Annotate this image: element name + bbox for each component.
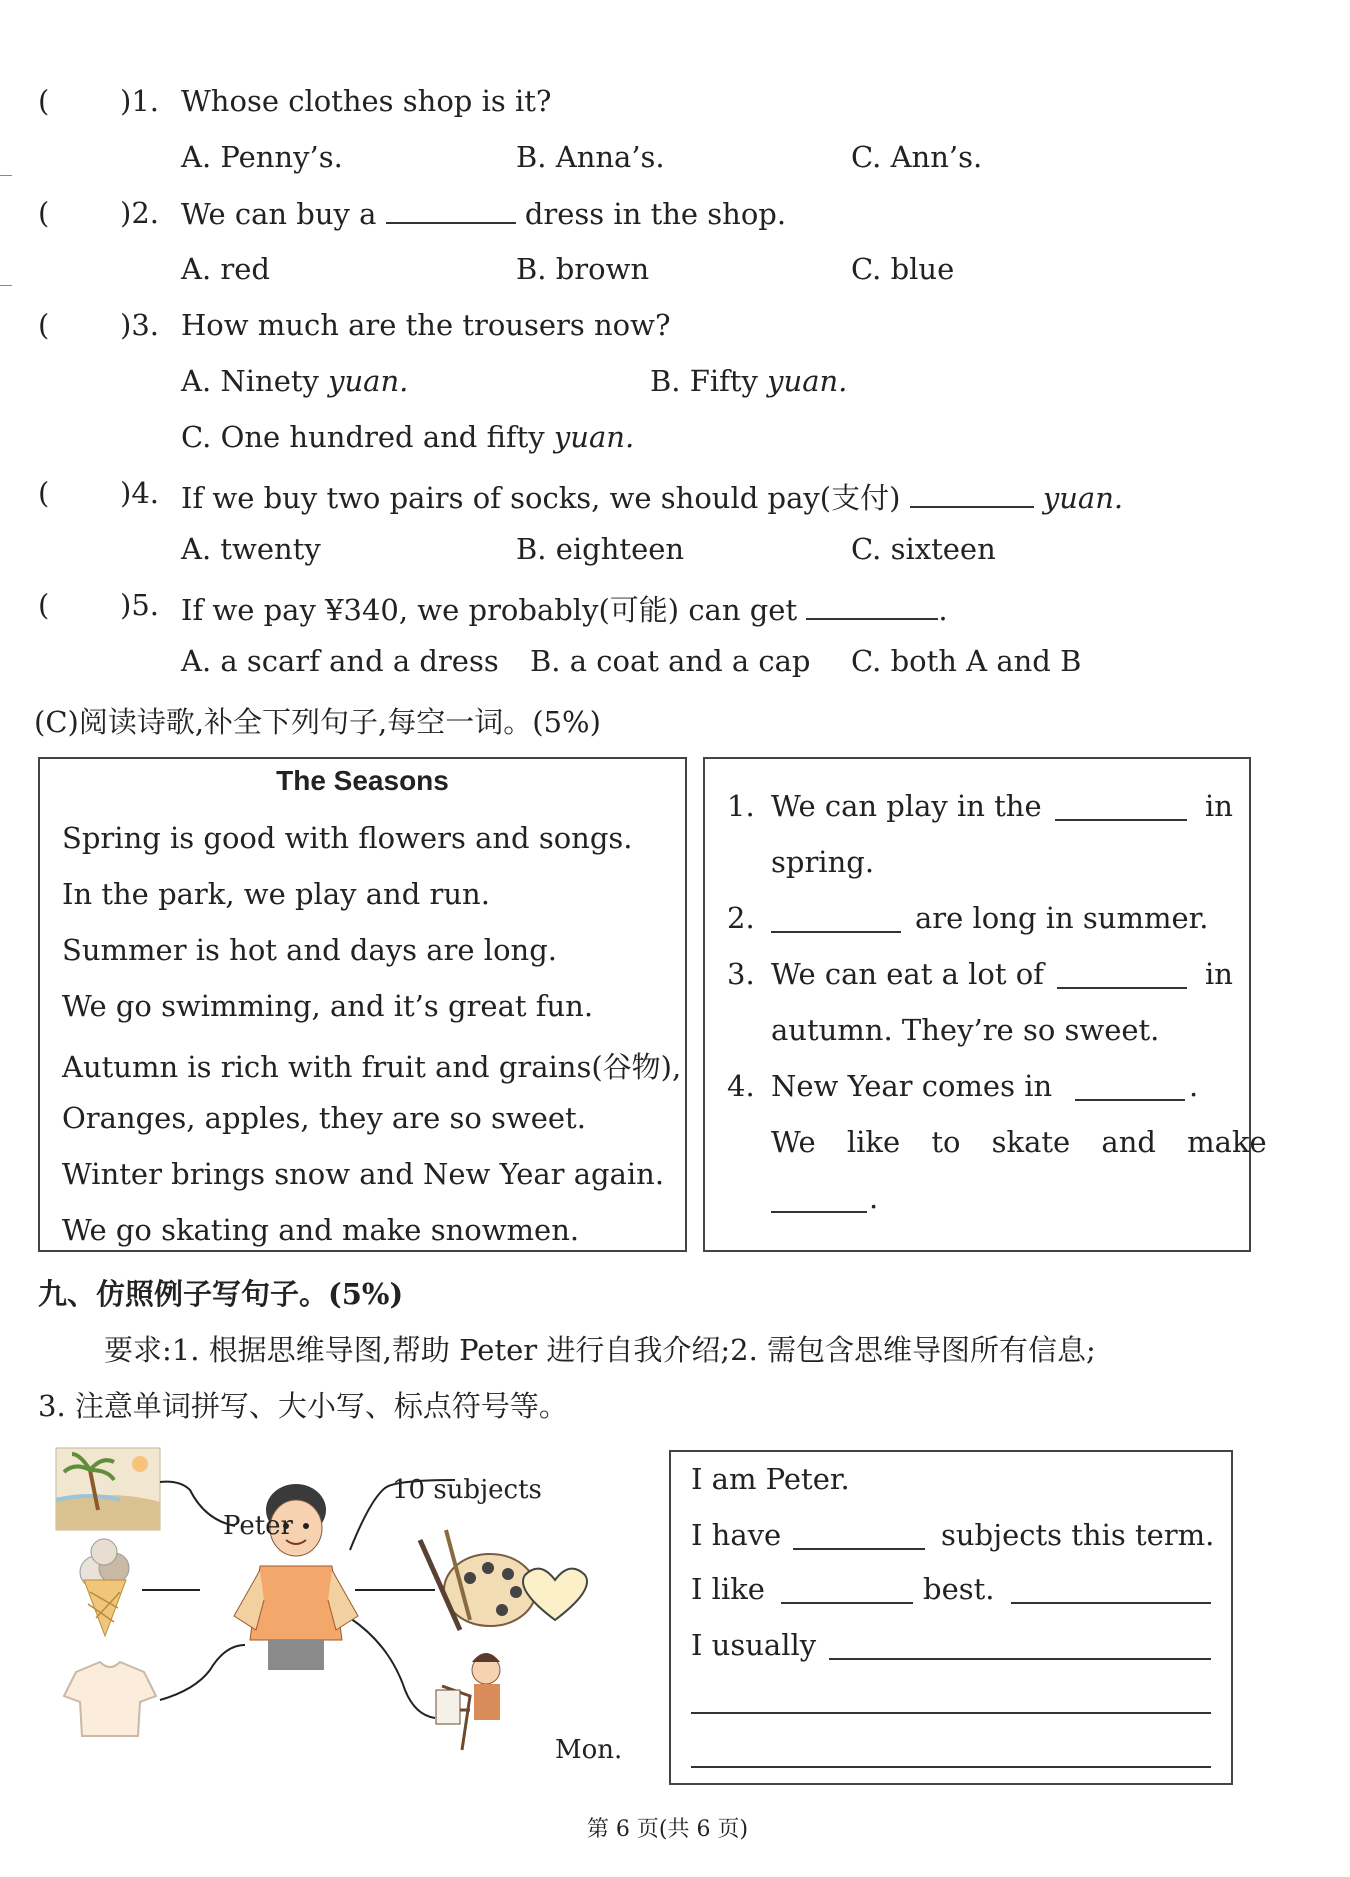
unit-label: yuan. bbox=[1042, 481, 1124, 515]
question-text-part: If we buy two pairs of socks, we should pay(支付) bbox=[181, 481, 901, 515]
page-footer: 第 6 页(共 6 页) bbox=[586, 1817, 749, 1842]
option-c[interactable]: C. sixteen bbox=[851, 532, 996, 566]
writing-line-blank[interactable] bbox=[691, 1712, 1211, 1714]
option-label: B. Fifty bbox=[650, 364, 758, 398]
option-label: A. Ninety bbox=[181, 364, 319, 398]
question-text-part: dress in the shop. bbox=[524, 197, 787, 231]
option-label: C. One hundred and fifty bbox=[181, 420, 545, 454]
fill-number: 3. bbox=[727, 957, 755, 991]
writing-text: I like bbox=[691, 1572, 765, 1606]
poem-line: Summer is hot and days are long. bbox=[62, 933, 557, 967]
question-text: Whose clothes shop is it? bbox=[181, 84, 552, 118]
question-text-part: . bbox=[938, 593, 948, 627]
option-b[interactable] bbox=[650, 364, 847, 398]
fill-text: in bbox=[1205, 957, 1233, 991]
answer-blank[interactable] bbox=[771, 905, 901, 933]
writing-line-blank[interactable] bbox=[691, 1766, 1211, 1768]
fill-number: 2. bbox=[727, 901, 755, 935]
question-text-part: If we pay ¥340, we probably(可能) can get bbox=[181, 593, 798, 627]
poem-line: Oranges, apples, they are so sweet. bbox=[62, 1101, 586, 1135]
fill-text: in bbox=[1205, 789, 1233, 823]
answer-paren[interactable]: ( bbox=[38, 588, 50, 622]
unit-label: yuan. bbox=[553, 420, 635, 454]
fill-number: 1. bbox=[727, 789, 755, 823]
option-b[interactable]: B. eighteen bbox=[516, 532, 685, 566]
option-b[interactable]: B. brown bbox=[516, 252, 650, 286]
fill-number: 4. bbox=[727, 1069, 755, 1103]
fill-text: spring. bbox=[771, 845, 875, 879]
option-a[interactable]: A. a scarf and a dress bbox=[181, 644, 499, 678]
unit-label: yuan. bbox=[328, 364, 409, 398]
writing-text: I usually bbox=[691, 1628, 817, 1662]
option-c[interactable]: C. both A and B bbox=[851, 644, 1082, 678]
writing-text: best. bbox=[923, 1572, 995, 1606]
answer-paren[interactable]: ( bbox=[38, 196, 50, 230]
question-number: )4. bbox=[120, 476, 159, 510]
option-a[interactable]: A. red bbox=[181, 252, 270, 286]
poem-line: Winter brings snow and New Year again. bbox=[62, 1157, 665, 1191]
heart-icon bbox=[523, 1569, 587, 1620]
poem-line: We go swimming, and it’s great fun. bbox=[62, 989, 594, 1023]
option-a[interactable]: A. twenty bbox=[181, 532, 321, 566]
answer-blank[interactable] bbox=[386, 196, 516, 224]
painting-boy-icon bbox=[436, 1653, 500, 1750]
poem-title: The Seasons bbox=[276, 765, 449, 796]
ice-cream-icon bbox=[80, 1539, 129, 1636]
answer-paren[interactable]: ( bbox=[38, 308, 50, 342]
question-text: How much are the trousers now? bbox=[181, 308, 671, 342]
writing-box bbox=[669, 1450, 1233, 1785]
mind-map bbox=[50, 1440, 650, 1780]
answer-blank[interactable] bbox=[910, 480, 1034, 508]
question-number: )5. bbox=[120, 588, 159, 622]
section-9-heading: 九、仿照例子写句子。(5%) bbox=[38, 1277, 404, 1311]
fill-text: are long in summer. bbox=[915, 901, 1209, 935]
answer-blank[interactable] bbox=[781, 1576, 913, 1604]
requirement-line: 3. 注意单词拼写、大小写、标点符号等。 bbox=[38, 1389, 568, 1423]
fill-text: New Year comes in bbox=[771, 1069, 1053, 1103]
option-c[interactable] bbox=[181, 420, 634, 454]
fill-text: . bbox=[1189, 1069, 1199, 1103]
option-a[interactable]: A. Penny’s. bbox=[181, 140, 343, 174]
mind-map-subjects: 10 subjects bbox=[392, 1475, 542, 1505]
connector-line bbox=[160, 1645, 245, 1700]
answer-blank[interactable] bbox=[829, 1632, 1211, 1660]
answer-blank[interactable] bbox=[1057, 961, 1187, 989]
answer-paren[interactable]: ( bbox=[38, 84, 50, 118]
poem-line: In the park, we play and run. bbox=[62, 877, 490, 911]
answer-blank[interactable] bbox=[793, 1522, 925, 1550]
poem-line: Autumn is rich with fruit and grains(谷物), bbox=[62, 1050, 682, 1084]
margin-mark bbox=[0, 175, 12, 176]
mind-map-day: Mon. bbox=[555, 1735, 623, 1765]
option-b[interactable]: B. Anna’s. bbox=[516, 140, 665, 174]
question-text-part: We can buy a bbox=[181, 197, 377, 231]
answer-blank[interactable] bbox=[771, 1185, 867, 1213]
question-text bbox=[181, 588, 948, 629]
question-text bbox=[181, 196, 786, 231]
question-number: )3. bbox=[120, 308, 159, 342]
question-number: )2. bbox=[120, 196, 159, 230]
poem-box bbox=[38, 757, 687, 1252]
option-c[interactable]: C. blue bbox=[851, 252, 955, 286]
question-number: )1. bbox=[120, 84, 159, 118]
answer-blank[interactable] bbox=[1055, 793, 1187, 821]
fill-in-box bbox=[703, 757, 1267, 1252]
writing-line: I am Peter. bbox=[691, 1462, 850, 1496]
beach-icon bbox=[56, 1448, 160, 1530]
connector-line bbox=[350, 1618, 435, 1718]
unit-label: yuan. bbox=[767, 364, 848, 398]
fill-text: We can play in the bbox=[771, 789, 1042, 823]
option-b[interactable]: B. a coat and a cap bbox=[530, 644, 811, 678]
mind-map-center: Peter bbox=[223, 1511, 293, 1541]
section-c-heading: (C)阅读诗歌,补全下列句子,每空一词。(5%) bbox=[34, 705, 601, 739]
answer-blank[interactable] bbox=[1011, 1576, 1211, 1604]
fill-text: We like to skate and make bbox=[771, 1125, 1267, 1159]
fill-text: autumn. They’re so sweet. bbox=[771, 1013, 1160, 1047]
option-a[interactable] bbox=[181, 364, 408, 398]
margin-mark bbox=[0, 285, 12, 286]
writing-text: I have bbox=[691, 1518, 782, 1552]
fill-text: We can eat a lot of bbox=[771, 957, 1044, 991]
fill-text: . bbox=[869, 1181, 879, 1215]
answer-blank[interactable] bbox=[1075, 1073, 1185, 1101]
option-c[interactable]: C. Ann’s. bbox=[851, 140, 983, 174]
palette-icon bbox=[420, 1530, 536, 1630]
requirement-line: 要求:1. 根据思维导图,帮助 Peter 进行自我介绍;2. 需包含思维导图所有信息; bbox=[104, 1333, 1096, 1367]
writing-text: subjects this term. bbox=[941, 1518, 1215, 1552]
answer-blank[interactable] bbox=[806, 592, 938, 620]
answer-paren[interactable]: ( bbox=[38, 476, 50, 510]
question-text bbox=[181, 476, 1123, 517]
poem-line: Spring is good with flowers and songs. bbox=[62, 821, 633, 855]
poem-line: We go skating and make snowmen. bbox=[62, 1213, 580, 1247]
t-shirt-icon bbox=[64, 1662, 156, 1736]
